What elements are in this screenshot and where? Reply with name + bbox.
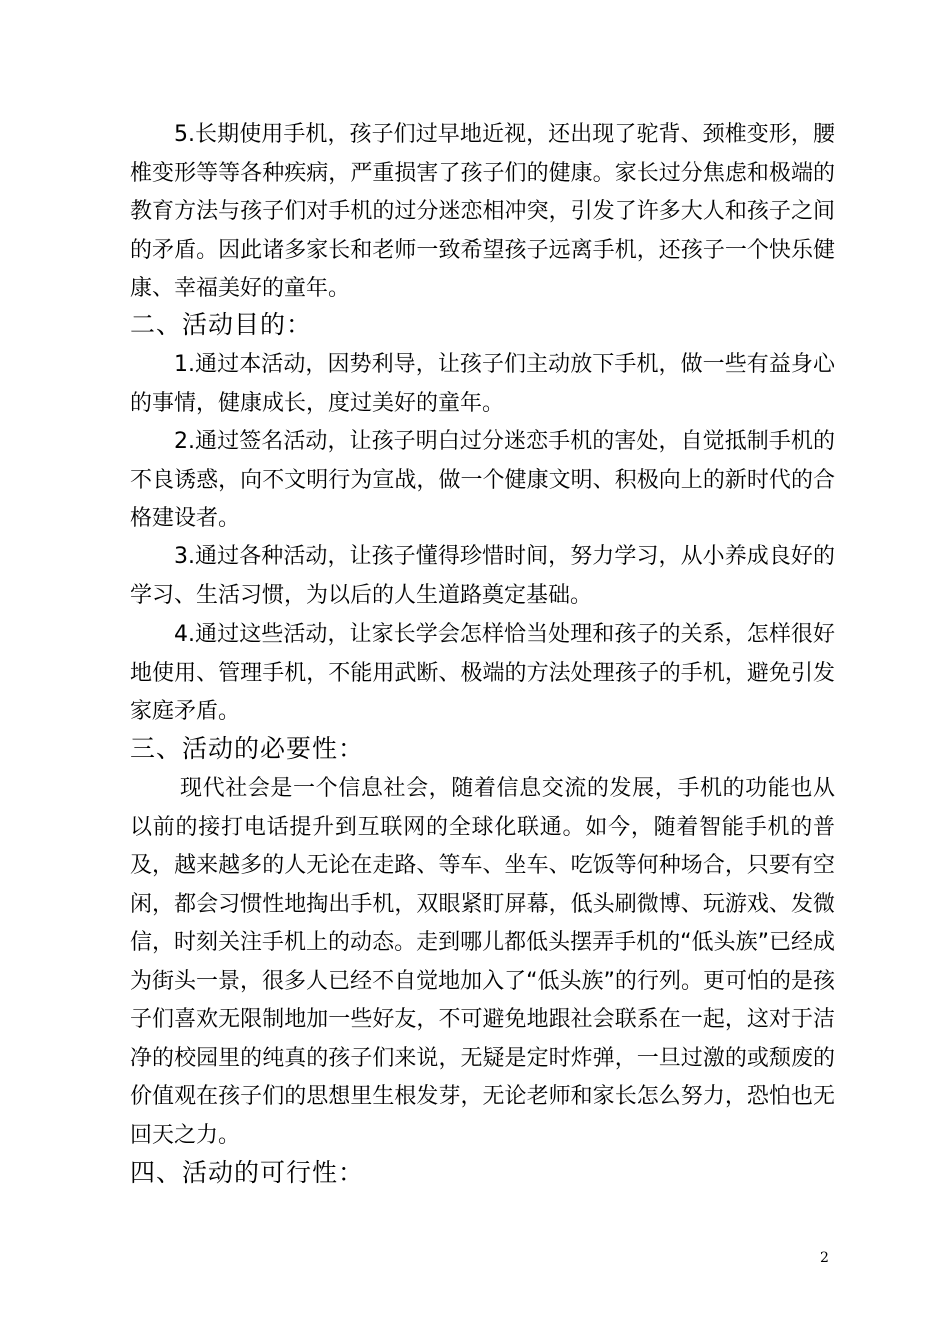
paragraph-goal-4: 4.通过这些活动，让家长学会怎样恰当处理和孩子的关系，怎样很好地使用、管理手机，不能用武断、极端的方法处理孩子的手机，避免引发家庭矛盾。	[130, 622, 835, 724]
heading-activity-goals: 二、活动目的：	[130, 310, 313, 339]
page-number: 2	[820, 1250, 829, 1266]
heading-necessity: 三、活动的必要性：	[130, 734, 365, 763]
heading-feasibility: 四、活动的可行性：	[130, 1158, 365, 1187]
paragraph-goal-3: 3.通过各种活动，让孩子懂得珍惜时间，努力学习，从小养成良好的学习、生活习惯，为以后的人生道路奠定基础。	[130, 544, 835, 608]
paragraph-goal-1: 1.通过本活动，因势利导，让孩子们主动放下手机，做一些有益身心的事情，健康成长，度过美好的童年。	[130, 352, 835, 416]
paragraph-necessity: 现代社会是一个信息社会，随着信息交流的发展，手机的功能也从以前的接打电话提升到互联网的全球化联通。如今，随着智能手机的普及，越来越多的人无论在走路、等车、坐车、吃饭等何种场合，只要有空闲，都会习惯性地掏出手机，双眼紧盯屏幕，低头刷微博、玩游戏、发微信，时刻关注手机上的动态。走到哪儿都低头摆弄手机的“低头族”已经成为街头一景，很多人已经不自觉地加入了“低头族”的行列。更可怕的是孩子们喜欢无限制地加一些好友，不可避免地跟社会联系在一起，这对于洁净的校园里的纯真的孩子们来说，无疑是定时炸弹，一旦过激的或颓废的价值观在孩子们的思想里生根发芽，无论老师和家长怎么努力，恐怕也无回天之力。	[130, 776, 835, 1148]
paragraph-goal-2: 2.通过签名活动，让孩子明白过分迷恋手机的害处，自觉抵制手机的不良诱惑，向不文明行为宣战，做一个健康文明、积极向上的新时代的合格建设者。	[130, 429, 835, 531]
paragraph-health-impact: 5.长期使用手机，孩子们过早地近视，还出现了驼背、颈椎变形，腰椎变形等等各种疾病，严重损害了孩子们的健康。家长过分焦虑和极端的教育方法与孩子们对手机的过分迷恋相冲突，引发了许多大人和孩子之间的矛盾。因此诸多家长和老师一致希望孩子远离手机，还孩子一个快乐健康、幸福美好的童年。	[130, 122, 835, 301]
